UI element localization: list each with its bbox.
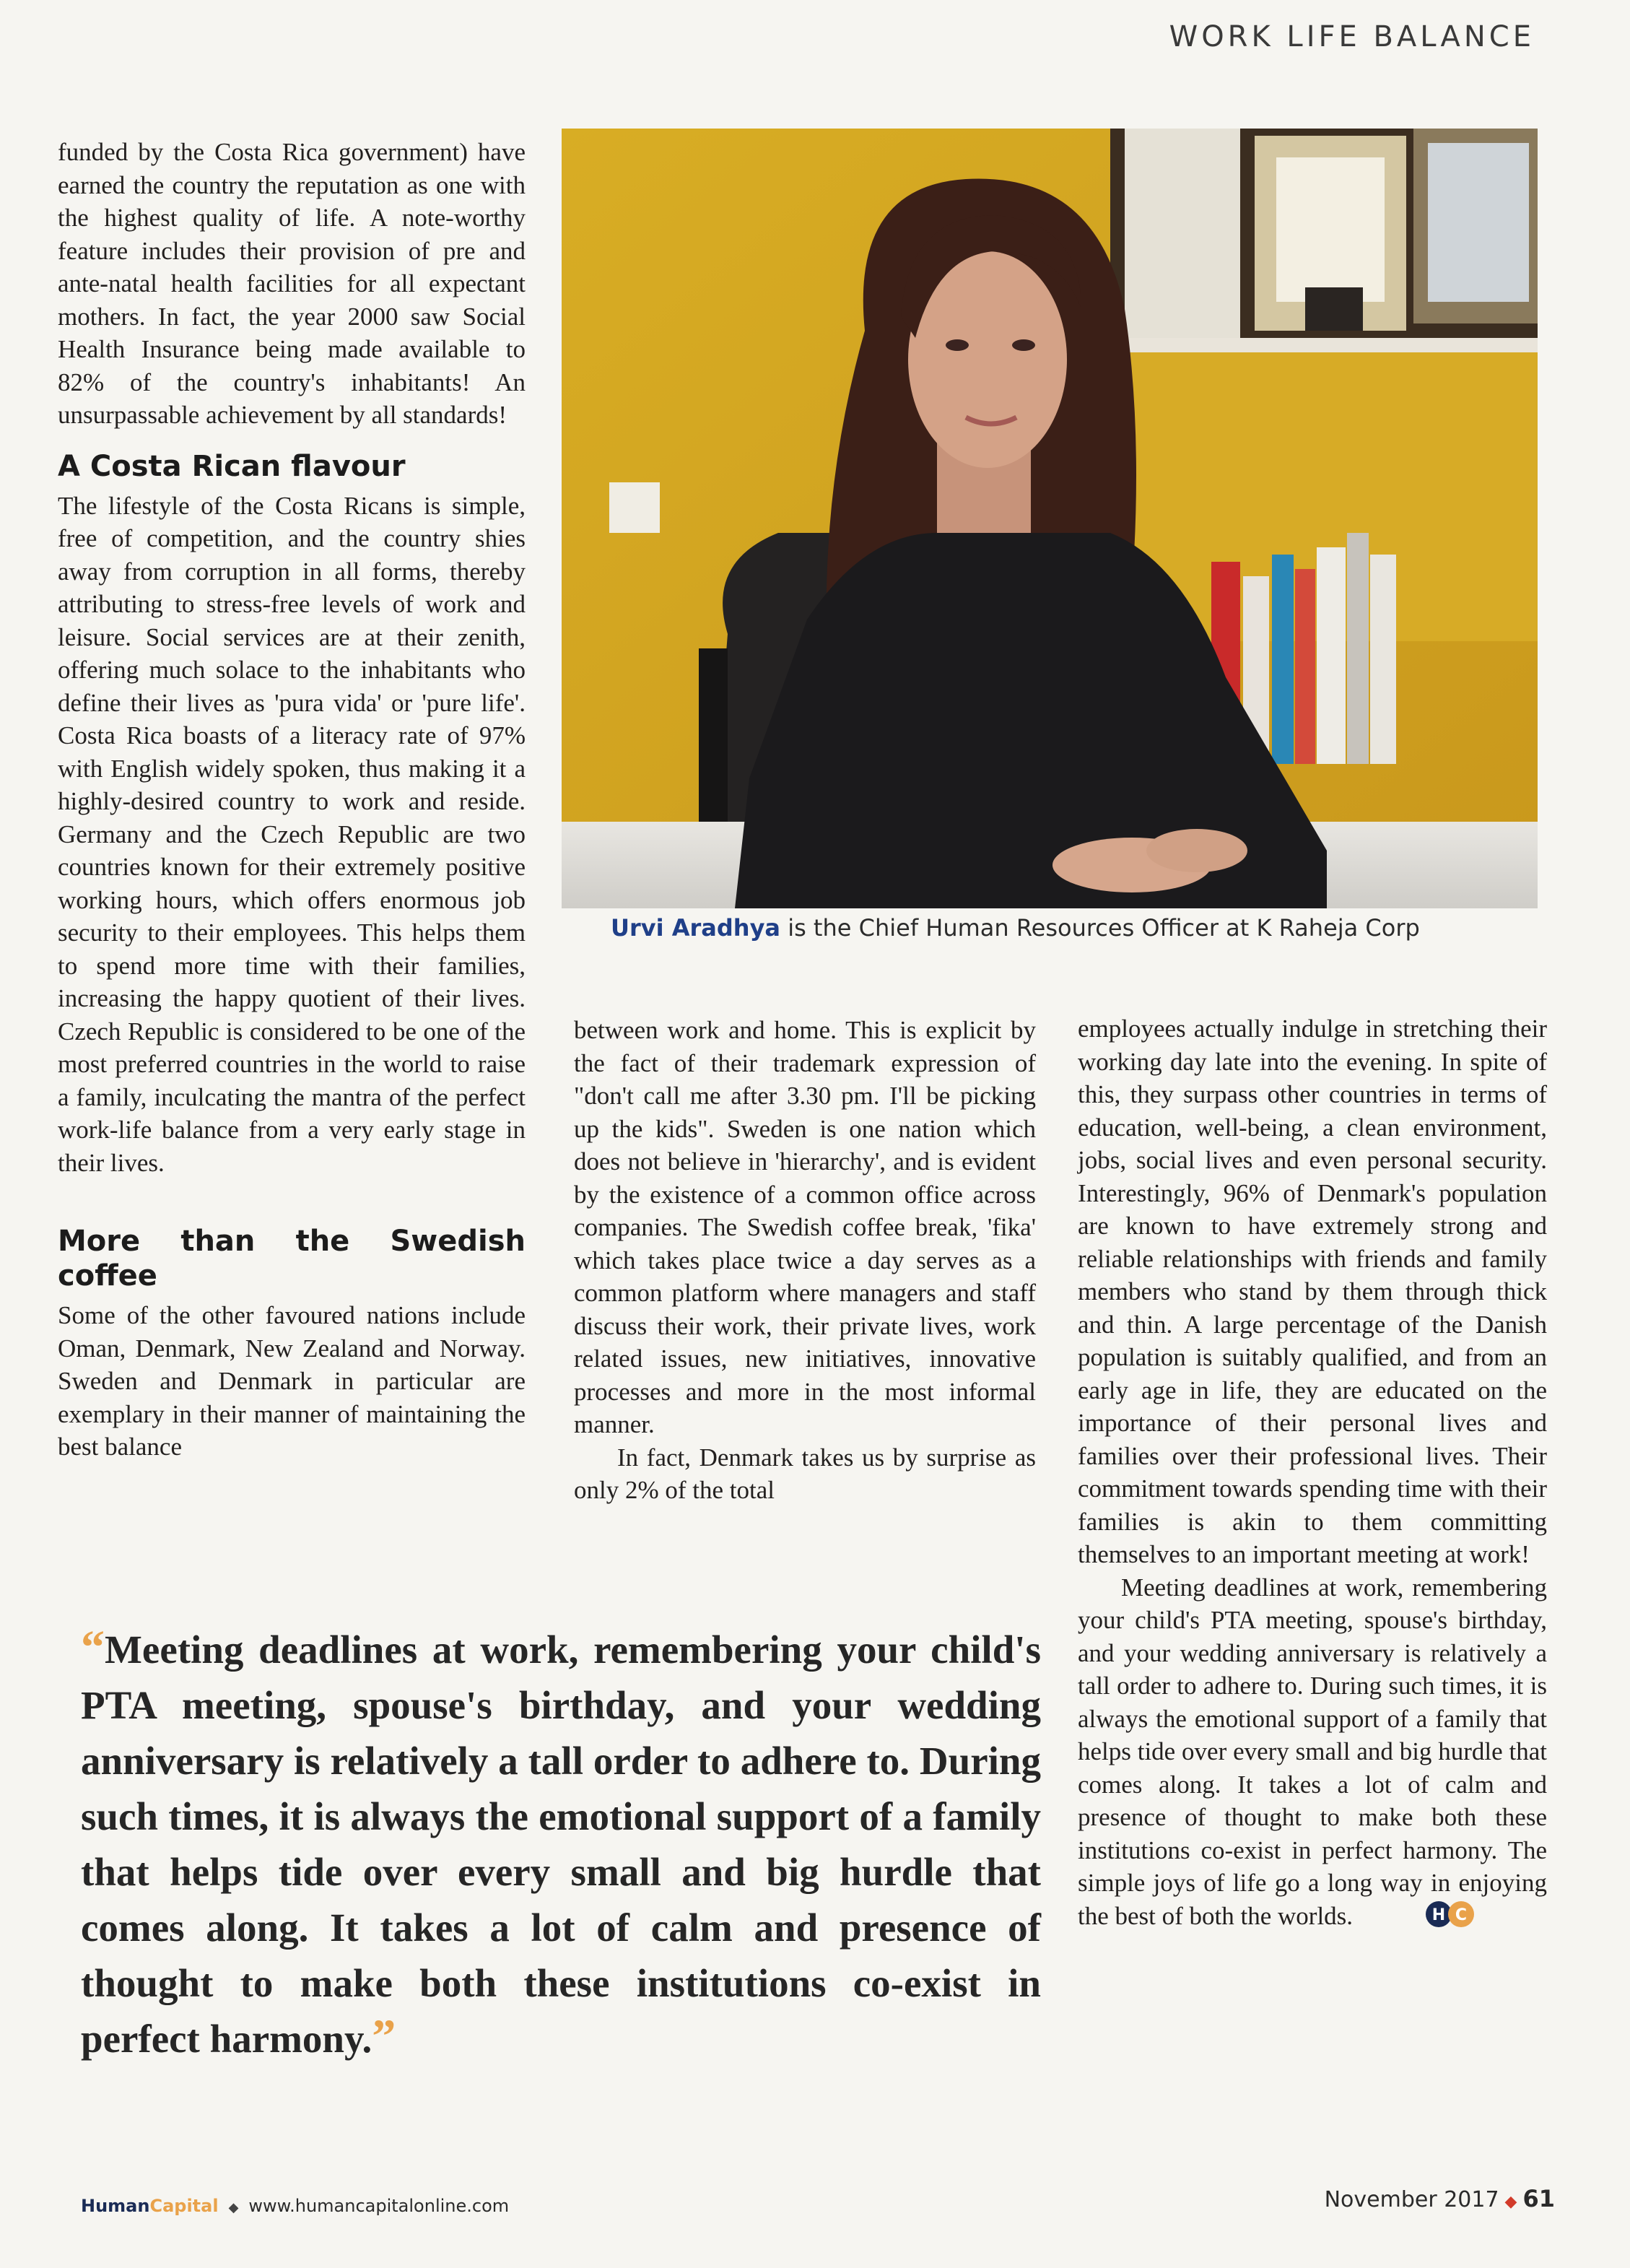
hc-end-logo [1382, 1900, 1476, 1937]
open-quote-mark: “ [81, 1621, 105, 1674]
footer-brand [81, 2196, 509, 2216]
body-paragraph: employees actually indulge in stretching their working day late into the evening. In spite of this, they surpass other countries in terms of education, well-being, a clean environment, jobs, social lives and even personal security. Interestingly, 96% of Denmark's population are known to have extremely strong and reliable relationships with friends and family members who stand by them through thick and thin. A large percentage of the Danish population is suitably qualified, and from an early age in life, they are educated on the importance of their personal lives and families over their professional lives. Their commitment towards spending time with their families is akin to them committing themselves to an important meeting at work! [1078, 1014, 1547, 1568]
hc-logo-left-letter: H [1431, 1906, 1446, 1924]
body-paragraph: In fact, Denmark takes us by surprise as only 2% of the total [574, 1443, 1036, 1504]
brand-human: Human [81, 2196, 150, 2216]
body-paragraph: Some of the other favoured nations include Oman, Denmark, New Zealand and Norway. Sweden and Denmark in particular are exemplary in their manner of maintaining the best balance [58, 1301, 526, 1461]
caption-name: Urvi Aradhya [611, 914, 781, 942]
caption-text: is the Chief Human Resources Officer at K Raheja Corp [780, 914, 1420, 942]
section-title: WORK LIFE BALANCE [1169, 20, 1535, 53]
body-paragraph: between work and home. This is explicit by the fact of their trademark expression of "don't call me after 3.30 pm. I'll be picking up the kids". Sweden is one nation which does not believe in 'hierarchy', and is evident by the existence of a common office across companies. The Swedish coffee break, 'fika' which takes place twice a day serves as a common platform where managers and staff discuss their work, their private lives, work related issues, new initiatives, innovative processes and more in the most informal manner. [574, 1016, 1036, 1438]
body-paragraph: The lifestyle of the Costa Ricans is simple, free of competition, and the country shies away from corruption in all forms, thereby attributing to stress-free levels of work and leisure. Social services are at their zenith, offering much solace to the inhabitants who define their lives as 'pura vida' or 'pure life'. Costa Rica boasts of a literacy rate of 97% with English widely spoken, thus making it a highly-desired country to work and reside. Germany and the Czech Republic are two countries known for their extremely positive working hours, which offers enormous job security to their employees. This helps them to spend more time with their families, increasing the happy quotient of their lives. Czech Republic is considered to be one of the most preferred countries in the world to raise a family, inculcating the mantra of the perfect work-life balance from a very early stage in their lives. [58, 491, 526, 1177]
issue-date: November 2017 [1324, 2187, 1499, 2212]
portrait-illustration [562, 129, 1538, 908]
diamond-separator-icon: ◆ [1504, 2193, 1517, 2211]
hc-logo-right-letter: C [1455, 1906, 1468, 1924]
footer-url[interactable]: www.humancapitalonline.com [248, 2196, 510, 2216]
subheading-costa-rica: A Costa Rican flavour [58, 449, 406, 483]
footer-issue [1325, 2185, 1555, 2212]
article-column-2 [574, 1014, 1036, 1507]
close-quote-mark: ” [372, 2010, 396, 2063]
diamond-separator-icon: ◆ [228, 2200, 239, 2215]
closing-text: Meeting deadlines at work, remembering your child's PTA meeting, spouse's birthday, and your wedding anniversary is relatively a tall order to adhere to. During such times, it is always the emotional support of a family that helps tide over every small and big hurdle that comes along. It takes a lot of calm and presence of thought to make both these institutions co-exist in perfect harmony. The simple joys of life go a long way in enjoying the best of both the worlds. [1078, 1573, 1547, 1930]
article-column-3 [1078, 1012, 1547, 1936]
body-paragraph [1078, 1571, 1547, 1937]
hc-logo-icon [1425, 1900, 1476, 1928]
subheading-swedish-coffee: More than the Swedish coffee [58, 1225, 526, 1292]
page-number: 61 [1522, 2185, 1555, 2212]
article-column-1 [58, 136, 526, 1464]
photo-caption [611, 914, 1549, 942]
brand-capital: Capital [149, 2196, 219, 2216]
pull-quote [81, 1622, 1041, 2067]
body-paragraph: funded by the Costa Rica government) have earned the country the reputation as one with the highest quality of life. A note-worthy feature includes their provision of pre and ante-natal health facilities for all expectant mothers. In fact, the year 2000 saw Social Health Insurance being made available to 82% of the country's inhabitants! An unsurpassable achievement by all standards! [58, 138, 526, 429]
pull-quote-text: Meeting deadlines at work, remembering your child's PTA meeting, spouse's birthday, and your wedding anniversary is relatively a tall order to adhere to. During such times, it is always the emotional support of a family that helps tide over every small and big hurdle that comes along. It takes a lot of calm and presence of thought to make both these institutions co-exist in perfect harmony. [81, 1628, 1041, 2061]
portrait-photo [562, 129, 1538, 908]
